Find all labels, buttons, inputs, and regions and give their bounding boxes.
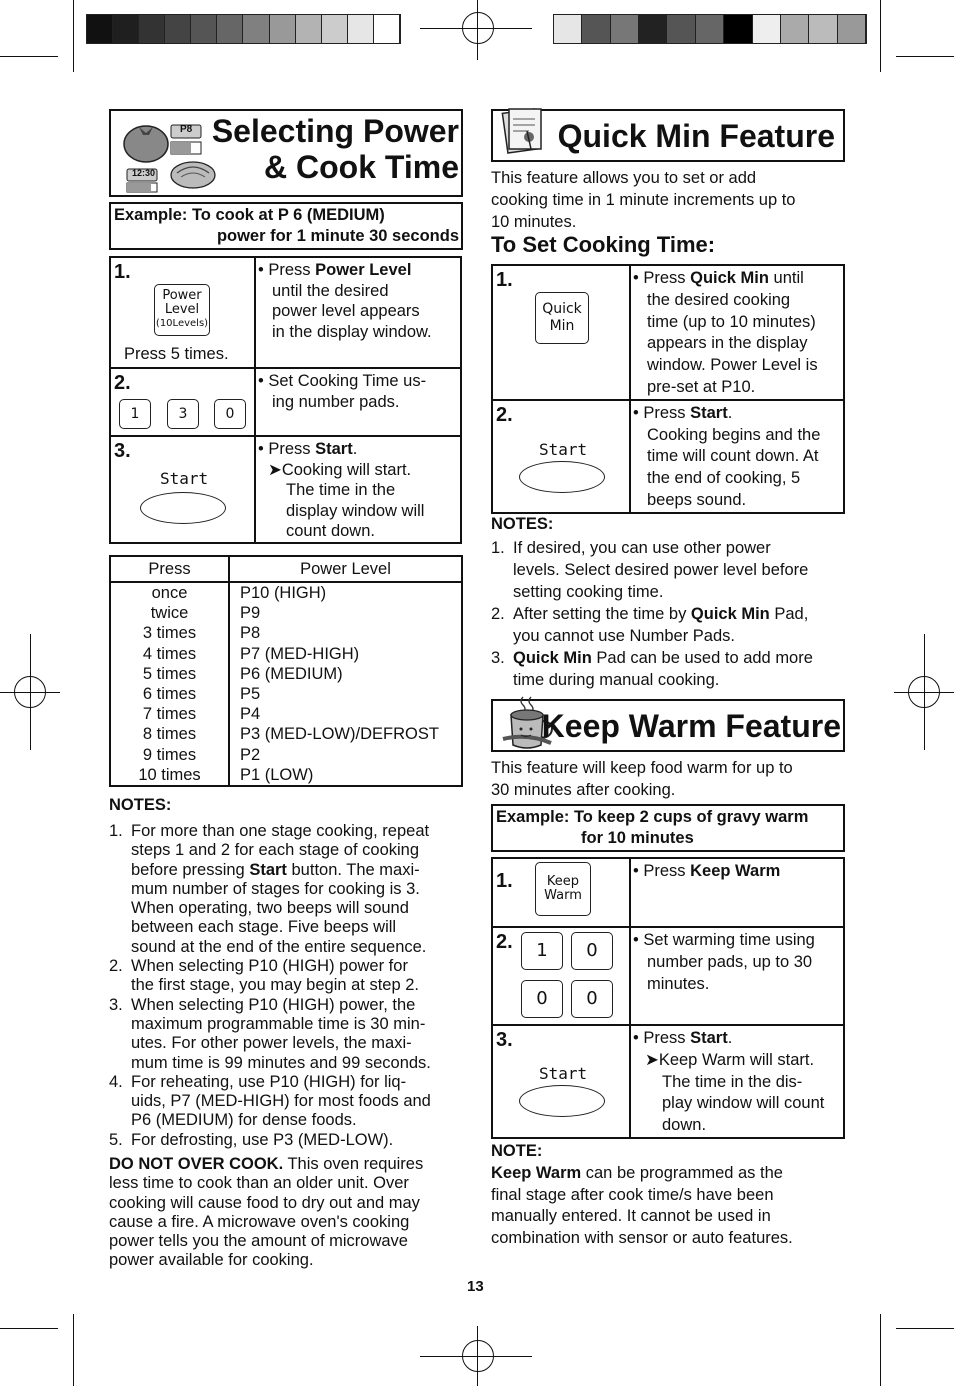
step-text: minutes. — [647, 974, 710, 993]
quick-min-key[interactable] — [535, 292, 589, 344]
warning-text: less time to cook than an older unit. Over — [109, 1174, 409, 1193]
step-text-bold: Quick Min — [690, 269, 769, 287]
step-text: • Press — [633, 1029, 691, 1047]
step-text: • Press — [633, 269, 691, 287]
start-key-label: Start — [539, 1064, 588, 1083]
note-text: the first stage, you may begin at step 2. — [131, 976, 419, 995]
step-text: time will count down. At — [647, 447, 819, 466]
warning-text: cause a fire. A microwave oven's cooking — [109, 1212, 410, 1231]
warning-text: cooking will cause food to dry out and may — [109, 1193, 420, 1212]
power-table-row — [111, 664, 461, 684]
power-level-value: P9 — [240, 604, 261, 623]
note-item — [109, 996, 469, 1073]
color-swatch — [724, 15, 752, 43]
step-text: until the desired — [272, 281, 389, 300]
step-text: power level appears — [272, 302, 420, 320]
cook-step-1 — [110, 257, 461, 368]
power-table-row — [111, 583, 461, 603]
warning-text: This oven requires — [283, 1155, 424, 1173]
set-cooking-time-heading: To Set Cooking Time: — [491, 232, 716, 257]
color-swatch — [582, 15, 610, 43]
quick-min-title-box — [491, 109, 845, 162]
press-count: 8 times — [142, 725, 197, 744]
color-swatch — [165, 15, 191, 43]
color-swatch — [809, 15, 837, 43]
quick-min-title: Quick Min Feature — [557, 118, 835, 154]
cook-notes-list — [109, 822, 469, 1150]
recipe-card-icon — [499, 105, 547, 157]
note-text: time during manual cooking. — [513, 671, 720, 689]
color-swatch — [374, 15, 400, 43]
step-text: . — [727, 403, 733, 422]
press-count: 3 times — [142, 624, 197, 643]
intro-text: This feature allows you to set or add — [491, 169, 757, 187]
note-text: For defrosting, use P3 (MED-LOW). — [131, 1130, 394, 1149]
note-text: manually entered. It cannot be used in — [491, 1207, 771, 1226]
step-number: 1. — [496, 870, 513, 892]
color-swatch — [753, 15, 781, 43]
power-level-key-line1: Power — [162, 288, 202, 303]
press-count: twice — [150, 604, 189, 623]
press-count: 4 times — [142, 644, 197, 663]
note-text: P6 (MEDIUM) for dense foods. — [131, 1111, 357, 1130]
cook-notes-heading: NOTES: — [109, 796, 172, 814]
selecting-power-title-box — [109, 109, 463, 197]
press-count: 6 times — [142, 685, 197, 704]
note-text: When operating, two beeps will sound — [131, 899, 409, 918]
note-item — [491, 647, 851, 691]
step-text: in the display window. — [272, 322, 432, 341]
power-table-row — [111, 704, 461, 724]
note-number: 3. — [491, 649, 505, 667]
keep-warm-steps-table — [491, 857, 845, 1139]
color-swatch — [667, 15, 695, 43]
power-level-key-line2: Level — [164, 302, 200, 317]
color-swatch — [191, 15, 217, 43]
step-text: the desired cooking — [647, 290, 791, 309]
food-illustration — [119, 117, 219, 193]
power-table-row — [111, 603, 461, 623]
color-swatch — [348, 15, 374, 43]
power-table-row — [111, 765, 461, 785]
keep-warm-note — [491, 1141, 851, 1250]
arrow-icon: ➤ — [268, 460, 282, 479]
start-button[interactable] — [140, 492, 226, 524]
step-text: • Press — [633, 403, 691, 422]
quick-step-1 — [492, 265, 844, 400]
power-table-row — [111, 745, 461, 765]
note-text: can be programmed as the — [581, 1163, 783, 1182]
step-text: appears in the display — [647, 334, 808, 353]
note-number: 1. — [109, 822, 123, 840]
step-text: until — [768, 269, 804, 287]
power-table-row — [111, 724, 461, 744]
note-text: before pressing — [131, 860, 250, 879]
note-text-bold: Quick Min — [690, 605, 770, 623]
step-text: pre-set at P10. — [647, 377, 756, 396]
step-text: number pads, up to 30 — [647, 952, 813, 971]
power-level-value: P6 (MEDIUM) — [240, 664, 343, 683]
step-text: The time in the dis- — [662, 1072, 803, 1091]
cook-step-3 — [110, 436, 461, 543]
step-text: down. — [662, 1116, 707, 1135]
color-swatch — [270, 15, 296, 43]
number-pad-key[interactable]: 1 — [521, 932, 563, 970]
power-table-row — [111, 623, 461, 643]
cook-example-line2: power for 1 minute 30 seconds — [216, 227, 459, 245]
note-text: Pad, — [769, 605, 809, 623]
color-swatch — [781, 15, 809, 43]
quick-min-steps-table — [491, 264, 845, 514]
step-number: 2. — [496, 403, 513, 426]
power-level-table — [109, 555, 463, 787]
note-number: 5. — [109, 1130, 123, 1149]
power-level-value: P1 (LOW) — [240, 765, 314, 784]
intro-text: cooking time in 1 minute increments up to — [491, 191, 796, 209]
note-text-bold: Quick Min — [513, 649, 592, 667]
number-pad-key[interactable]: 0 — [571, 980, 613, 1018]
warm-step-2 — [492, 927, 844, 1025]
warm-example-line2: for 10 minutes — [581, 829, 694, 847]
quick-notes-list — [491, 537, 851, 691]
note-text: mum time is 99 minutes and 99 seconds. — [131, 1053, 431, 1072]
keep-warm-key[interactable] — [535, 862, 591, 916]
color-bar-left — [86, 14, 401, 44]
quick-notes-heading: NOTES: — [491, 515, 554, 533]
note-item — [491, 537, 851, 603]
step-text: • Set warming time using — [633, 931, 815, 949]
step-text: time (up to 10 minutes) — [647, 312, 816, 331]
warm-step-3 — [492, 1025, 844, 1138]
color-swatch — [113, 15, 139, 43]
note-item — [109, 822, 469, 957]
step-text: • Press — [633, 862, 691, 880]
step-number: 2. — [496, 931, 513, 953]
note-number: 1. — [491, 539, 505, 557]
keep-warm-title: Keep Warm Feature — [541, 708, 841, 744]
color-swatch — [243, 15, 269, 43]
color-swatch — [838, 15, 866, 43]
color-swatch — [139, 15, 165, 43]
number-pad-key[interactable]: 3 — [167, 399, 199, 429]
power-table-row — [111, 644, 461, 664]
power-level-key[interactable] — [154, 284, 210, 336]
quick-min-key-line2: Min — [549, 318, 575, 334]
note-text: When selecting P10 (HIGH) power for — [131, 957, 408, 976]
warning-text: power available for cooking. — [109, 1251, 314, 1270]
warm-step-1 — [492, 858, 844, 927]
press-count: 10 times — [138, 765, 201, 784]
display-time-label: 12:30 — [132, 168, 156, 178]
intro-text: 10 minutes. — [491, 213, 577, 231]
cook-steps-table — [109, 256, 462, 544]
note-text-bold: Start — [249, 860, 287, 879]
start-button[interactable] — [519, 1085, 605, 1117]
color-swatch — [639, 15, 667, 43]
step-text: Keep Warm will start. — [658, 1050, 815, 1069]
power-level-value: P4 — [240, 705, 261, 724]
press-count: 5 times — [142, 664, 197, 683]
power-level-key-line3: (10Levels) — [155, 318, 209, 329]
note-text: sound at the end of the entire sequence. — [131, 937, 427, 956]
step-text: ing number pads. — [272, 392, 400, 411]
keep-warm-key-line2: Warm — [544, 888, 582, 903]
step-text: Cooking will start. — [281, 460, 412, 479]
step-text: window. Power Level is — [647, 356, 818, 375]
step-text: The time in the — [286, 481, 396, 499]
power-level-value: P5 — [240, 685, 261, 704]
power-level-value: P3 (MED-LOW)/DEFROST — [240, 725, 439, 744]
color-swatch — [296, 15, 322, 43]
power-table-header-press: Press — [148, 560, 191, 578]
note-number: 2. — [491, 605, 505, 623]
note-text: mum number of stages for cooking is 3. — [131, 879, 420, 898]
step-text-bold: Start — [690, 1029, 728, 1047]
display-p8-label: P8 — [180, 124, 193, 135]
note-number: 4. — [109, 1072, 123, 1091]
note-text: uids, P7 (MED-HIGH) for most foods and — [131, 1092, 431, 1111]
number-pad-key[interactable]: 0 — [214, 399, 246, 429]
step-text: display window will — [286, 501, 425, 520]
note-number: 2. — [109, 957, 123, 976]
press-count: once — [151, 584, 188, 602]
number-pad-key[interactable]: 1 — [119, 399, 151, 429]
note-text: If desired, you can use other power — [513, 539, 771, 557]
cook-example-line1: Example: To cook at P 6 (MEDIUM) — [114, 206, 385, 224]
step-text: Cooking begins and the — [647, 425, 821, 444]
arrow-icon: ➤ — [645, 1050, 659, 1069]
step-text: play window will count — [662, 1094, 825, 1113]
note-text: After setting the time by — [513, 605, 691, 623]
note-text: When selecting P10 (HIGH) power, the — [131, 995, 416, 1014]
power-level-value: P8 — [240, 624, 261, 643]
keep-warm-intro — [491, 757, 851, 801]
step-text: count down. — [286, 522, 375, 540]
note-item — [109, 1073, 469, 1131]
color-swatch — [696, 15, 724, 43]
cook-step-2 — [110, 368, 461, 436]
note-text: button. The maxi- — [286, 860, 420, 879]
step-text: . — [352, 440, 358, 458]
color-swatch — [611, 15, 639, 43]
color-swatch — [87, 15, 113, 43]
note-text: utes. For other power levels, the maxi- — [131, 1034, 412, 1053]
number-pad-key[interactable]: 0 — [571, 932, 613, 970]
quick-min-intro — [491, 167, 851, 233]
quick-min-key-line1: Quick — [542, 301, 582, 317]
note-item — [109, 957, 469, 996]
note-heading: NOTE: — [491, 1142, 543, 1160]
keep-warm-key-line1: Keep — [546, 874, 580, 889]
step-caption: Press 5 times. — [124, 345, 229, 363]
page-title-line1: Selecting Power — [211, 113, 459, 149]
note-text: between each stage. Five beeps will — [131, 918, 397, 937]
warm-example-line1: Example: To keep 2 cups of gravy warm — [496, 808, 809, 826]
warm-example-box — [491, 804, 845, 852]
note-number: 3. — [109, 995, 123, 1014]
power-level-value: P10 (HIGH) — [240, 584, 327, 602]
note-text: Pad can be used to add more — [591, 649, 813, 667]
step-text: beeps sound. — [647, 490, 747, 509]
color-swatch — [554, 15, 582, 43]
power-level-value: P2 — [240, 745, 261, 764]
step-number: 1. — [496, 269, 513, 291]
start-button[interactable] — [519, 461, 605, 493]
power-table-row — [111, 684, 461, 704]
note-item — [491, 603, 851, 647]
start-key-label: Start — [539, 439, 588, 459]
note-text: you cannot use Number Pads. — [513, 627, 735, 645]
quick-step-2 — [492, 400, 844, 513]
power-level-value: P7 (MED-HIGH) — [240, 644, 360, 663]
step-number: 3. — [496, 1029, 513, 1051]
warning-bold: DO NOT OVER COOK. — [109, 1155, 284, 1173]
note-text: For more than one stage cooking, repeat — [131, 822, 430, 840]
note-text-bold: Keep Warm — [491, 1163, 582, 1182]
page-number: 13 — [467, 1278, 484, 1295]
note-text: combination with sensor or auto features. — [491, 1229, 793, 1248]
step-number: 3. — [114, 440, 131, 462]
note-text: maximum programmable time is 30 min- — [131, 1014, 426, 1033]
cook-example-box — [109, 202, 463, 250]
step-text-bold: Keep Warm — [690, 862, 781, 880]
press-count: 7 times — [142, 705, 197, 724]
warning-text: power tells you the amount of microwave — [109, 1232, 408, 1251]
page-title-line2: & Cook Time — [264, 149, 459, 185]
note-text: levels. Select desired power level before — [513, 561, 809, 579]
note-text: steps 1 and 2 for each stage of cooking — [131, 841, 420, 860]
color-swatch — [217, 15, 243, 43]
step-text-bold: Power Level — [315, 261, 412, 279]
note-item — [109, 1131, 469, 1150]
step-text: • Press — [258, 440, 316, 458]
start-key-label: Start — [160, 469, 209, 488]
color-swatch — [322, 15, 348, 43]
note-text: setting cooking time. — [513, 583, 664, 601]
note-text: final stage after cook time/s have been — [491, 1185, 774, 1204]
step-number: 1. — [114, 261, 131, 283]
step-text: • Set Cooking Time us- — [258, 372, 427, 390]
note-text: For reheating, use P10 (HIGH) for liq- — [131, 1072, 407, 1091]
keep-warm-title-box — [491, 699, 845, 752]
step-text: the end of cooking, 5 — [647, 469, 801, 488]
number-pad-key[interactable]: 0 — [521, 980, 563, 1018]
press-count: 9 times — [142, 745, 197, 764]
step-text: . — [727, 1029, 733, 1047]
step-text: • Press — [258, 261, 316, 279]
step-text-bold: Start — [690, 403, 728, 422]
intro-text: 30 minutes after cooking. — [491, 781, 676, 799]
color-bar-right — [553, 14, 867, 44]
step-number: 2. — [114, 372, 131, 394]
step-text-bold: Start — [315, 440, 353, 458]
power-table-header-level: Power Level — [300, 560, 391, 578]
intro-text: This feature will keep food warm for up to — [491, 759, 793, 777]
overcook-warning — [109, 1155, 469, 1271]
